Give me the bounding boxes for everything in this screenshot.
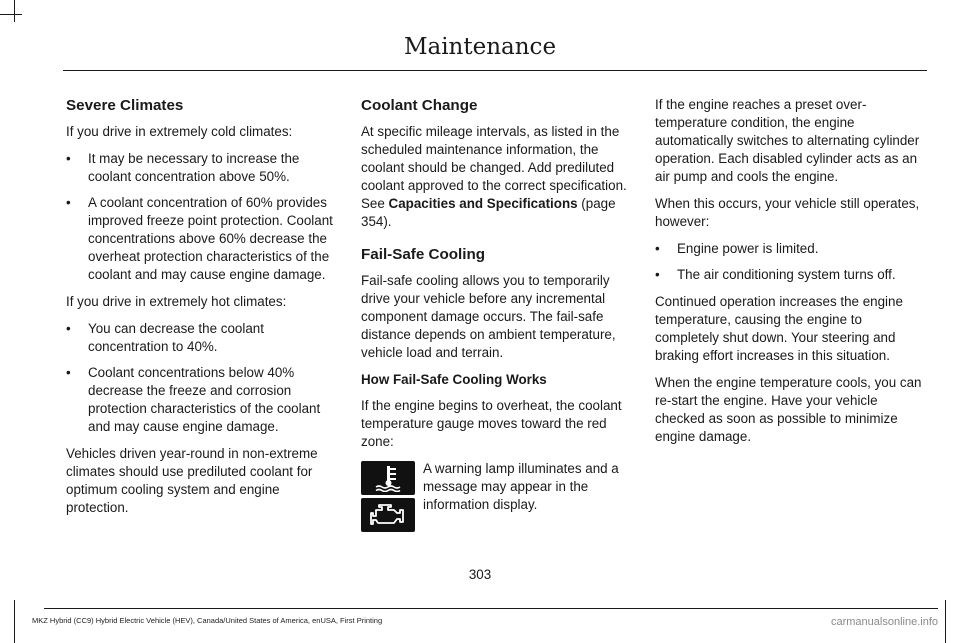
crop-mark [0, 14, 22, 15]
paragraph: Continued operation increases the engine temperature, causing the engine to completely shut down. Your steering and braking effort increases in this situation. [655, 294, 903, 363]
heading-severe-climates: Severe Climates [66, 97, 184, 114]
page-title: Maintenance [403, 34, 557, 60]
bullet-list-cold [66, 150, 338, 284]
page-number: 303 [468, 567, 492, 582]
paragraph: At specific mileage intervals, as listed in the scheduled maintenance information, the coolant should be changed. Add prediluted coolant approved to the correct specification. See Capacities and Specifications (page 354). [361, 124, 627, 229]
bullet-list-hot [66, 320, 338, 436]
list-item: • Engine power is limited. [655, 241, 819, 256]
column-over-temperature [655, 96, 928, 455]
paragraph: Vehicles driven year-round in non-extreme climates should use prediluted coolant for optimum cooling system and engine protection. [66, 446, 318, 515]
paragraph: Fail-safe cooling allows you to temporarily drive your vehicle before any incremental component damage occurs. The fail-safe distance depends on ambient temperature, vehicle load and terrain. [361, 273, 616, 360]
heading-fail-safe-cooling: Fail-Safe Cooling [361, 246, 486, 263]
crop-mark [14, 600, 15, 643]
footer-print-info: MKZ Hybrid (CC9) Hybrid Electric Vehicle (HEV), Canada/United States of America, enUSA, First Printing [32, 616, 383, 625]
footer-rule [44, 608, 938, 609]
list-item: • A coolant concentration of 60% provides improved freeze point protection. Coolant concentrations above 60% decrease the overheat protection characteristics of the coolant and may cause engine damage. [66, 195, 333, 282]
footer-watermark: carmanualsonline.info [830, 616, 938, 628]
paragraph: If the engine begins to overheat, the coolant temperature gauge moves toward the red zone: [361, 398, 622, 449]
coolant-temperature-icon [361, 461, 415, 495]
list-item: • It may be necessary to increase the coolant concentration above 50%. [66, 151, 300, 184]
column-coolant-change [361, 96, 633, 540]
warning-icons [361, 461, 415, 535]
cross-reference-link[interactable]: Capacities and Specifications [388, 196, 578, 211]
column-severe-climates [66, 96, 338, 526]
crop-mark [945, 600, 946, 643]
header-rule [63, 70, 927, 71]
bullet-list-operation [655, 240, 928, 284]
paragraph: When this occurs, your vehicle still operates, however: [655, 196, 920, 229]
list-item: • Coolant concentrations below 40% decrease the freeze and corrosion protection characteristics of the coolant and may cause engine damage. [66, 365, 321, 434]
list-item: • You can decrease the coolant concentration to 40%. [66, 321, 264, 354]
paragraph: If you drive in extremely hot climates: [66, 294, 287, 309]
warning-lamp-block [361, 460, 633, 540]
paragraph: If you drive in extremely cold climates: [66, 124, 293, 139]
paragraph: When the engine temperature cools, you can re-start the engine. Have your vehicle checked as soon as possible to minimize engine damage. [655, 375, 922, 444]
paragraph: If the engine reaches a preset over-temperature condition, the engine automatically switches to alternating cylinder operation. Each disabled cylinder acts as an air pump and cools the engine. [655, 97, 920, 184]
subheading-how-it-works: How Fail-Safe Cooling Works [361, 372, 547, 387]
check-engine-icon [361, 498, 415, 532]
heading-coolant-change: Coolant Change [361, 97, 478, 114]
list-item: • The air conditioning system turns off. [655, 267, 896, 282]
warning-lamp-text: A warning lamp illuminates and a message may appear in the information display. [423, 461, 619, 512]
crop-mark [14, 0, 15, 22]
